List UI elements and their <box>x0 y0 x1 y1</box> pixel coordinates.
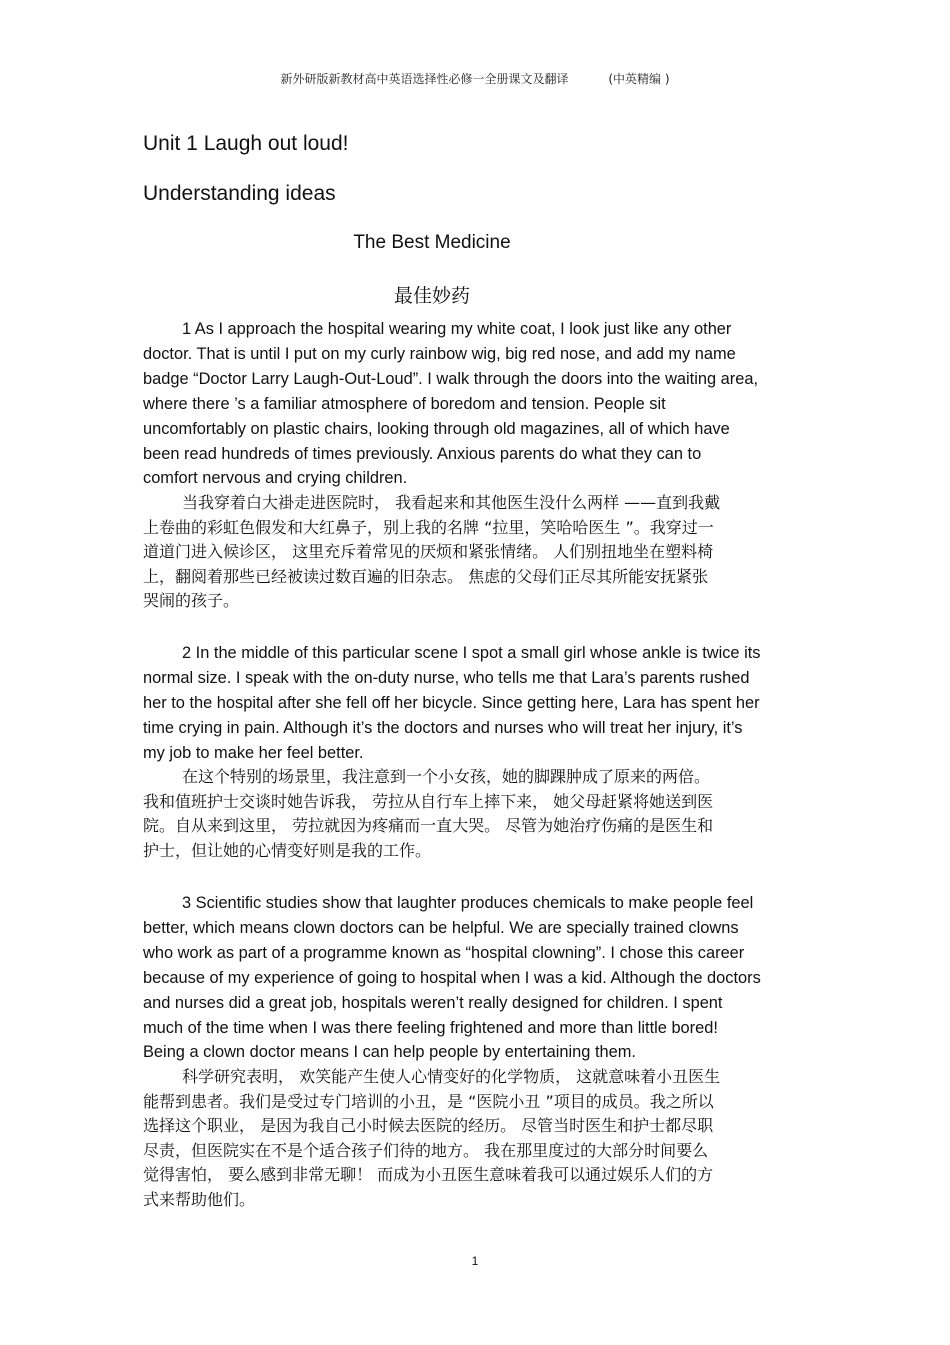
text-line: 式来帮助他们。 <box>143 1189 256 1209</box>
text-line: 3 Scientific studies show that laughter produces chemicals to make people feel <box>182 894 754 912</box>
article-title-en: The Best Medicine <box>353 232 511 253</box>
page-header <box>0 70 950 87</box>
text-line: 护士，但让她的心情变好则是我的工作。 <box>143 840 432 860</box>
text-line: time crying in pain. Although it’s the doctors and nurses who will treat her injury, it’s <box>143 718 743 737</box>
text-line: 在这个特别的场景里，我注意到一个小女孩，她的脚踝肿成了原来的两倍。 <box>182 767 711 786</box>
text-line: normal size. I speak with the on-duty nurse, who tells me that Lara’s parents rushed <box>143 668 750 687</box>
article-title-zh: 最佳妙药 <box>393 285 470 307</box>
text-line: badge “Doctor Larry Laugh-Out-Loud”. I walk through the doors into the waiting area, <box>143 369 759 388</box>
header-title: 新外研版新教材高中英语选择性必修一全册课文及翻译 <box>280 72 569 86</box>
unit-title: Unit 1 Laugh out loud! <box>143 132 349 155</box>
paragraph-2-zh <box>143 765 823 863</box>
text-line: who work as part of a programme known as “hospital clowning”. I chose this career <box>143 943 745 962</box>
text-line: been read hundreds of times previously. Anxious parents do what they can to <box>143 444 702 463</box>
text-line: much of the time when I was there feeling frightened and more than little bored! <box>143 1018 718 1037</box>
text-line: uncomfortably on plastic chairs, looking through old magazines, all of which have <box>143 419 730 438</box>
text-line: 选择这个职业， 是因为我自己小时候去医院的经历。 尽管当时医生和护士都尽职 <box>143 1116 714 1135</box>
text-line: my job to make her feel better. <box>143 743 364 762</box>
text-line: 上，翻阅着那些已经被读过数百遍的旧杂志。 焦虑的父母们正尽其所能安抚紧张 <box>143 566 709 586</box>
text-line: 哭闹的孩子。 <box>143 591 240 610</box>
paragraph-3-en <box>143 891 833 1065</box>
text-line: 2 In the middle of this particular scene I spot a small girl whose ankle is twice its <box>182 644 761 662</box>
paragraph-1-zh <box>143 491 823 614</box>
paragraph-1-en <box>143 317 833 491</box>
text-line: because of my experience of going to hospital when I was a kid. Although the doctors <box>143 968 761 987</box>
text-line: 1 As I approach the hospital wearing my white coat, I look just like any other <box>182 320 732 338</box>
text-line: doctor. That is until I put on my curly rainbow wig, big red nose, and add my name <box>143 344 736 363</box>
text-line: better, which means clown doctors can be helpful. We are specially trained clowns <box>143 918 739 937</box>
text-line: 觉得害怕， 要么感到非常无聊！ 而成为小丑医生意味着我可以通过娱乐人们的方 <box>143 1165 714 1184</box>
header-note: (中英精编 ) <box>608 72 670 86</box>
text-line: 能帮到患者。我们是受过专门培训的小丑，是 “医院小丑 ”项目的成员。我之所以 <box>143 1091 714 1111</box>
text-line: 尽责，但医院实在不是个适合孩子们待的地方。 我在那里度过的大部分时间要么 <box>143 1140 709 1160</box>
text-line: and nurses did a great job, hospitals weren’t really designed for children. I spent <box>143 993 723 1012</box>
paragraph-2-en <box>143 641 833 766</box>
text-line: 科学研究表明， 欢笑能产生使人心情变好的化学物质， 这就意味着小丑医生 <box>182 1067 721 1086</box>
text-line: 上卷曲的彩虹色假发和大红鼻子，别上我的名牌 “拉里，笑哈哈医生 ”。我穿过一 <box>143 517 714 537</box>
text-line: 我和值班护士交谈时她告诉我， 劳拉从自行车上摔下来， 她父母赶紧将她送到医 <box>143 791 714 811</box>
page-number: 1 <box>471 1254 479 1268</box>
paragraph-3-zh <box>143 1065 823 1212</box>
text-line: comfort nervous and crying children. <box>143 469 408 488</box>
text-line: where there ’s a familiar atmosphere of boredom and tension. People sit <box>143 394 666 413</box>
text-line: her to the hospital after she fell off her bicycle. Since getting here, Lara has spent her <box>143 693 760 712</box>
text-line: 当我穿着白大褂走进医院时， 我看起来和其他医生没什么两样 ——直到我戴 <box>182 493 721 512</box>
text-line: Being a clown doctor means I can help people by entertaining them. <box>143 1043 636 1062</box>
text-line: 院。自从来到这里， 劳拉就因为疼痛而一直大哭。 尽管为她治疗伤痛的是医生和 <box>143 816 714 835</box>
section-title: Understanding ideas <box>143 182 336 205</box>
text-line: 道道门进入候诊区， 这里充斥着常见的厌烦和紧张情绪。 人们别扭地坐在塑料椅 <box>143 542 714 561</box>
